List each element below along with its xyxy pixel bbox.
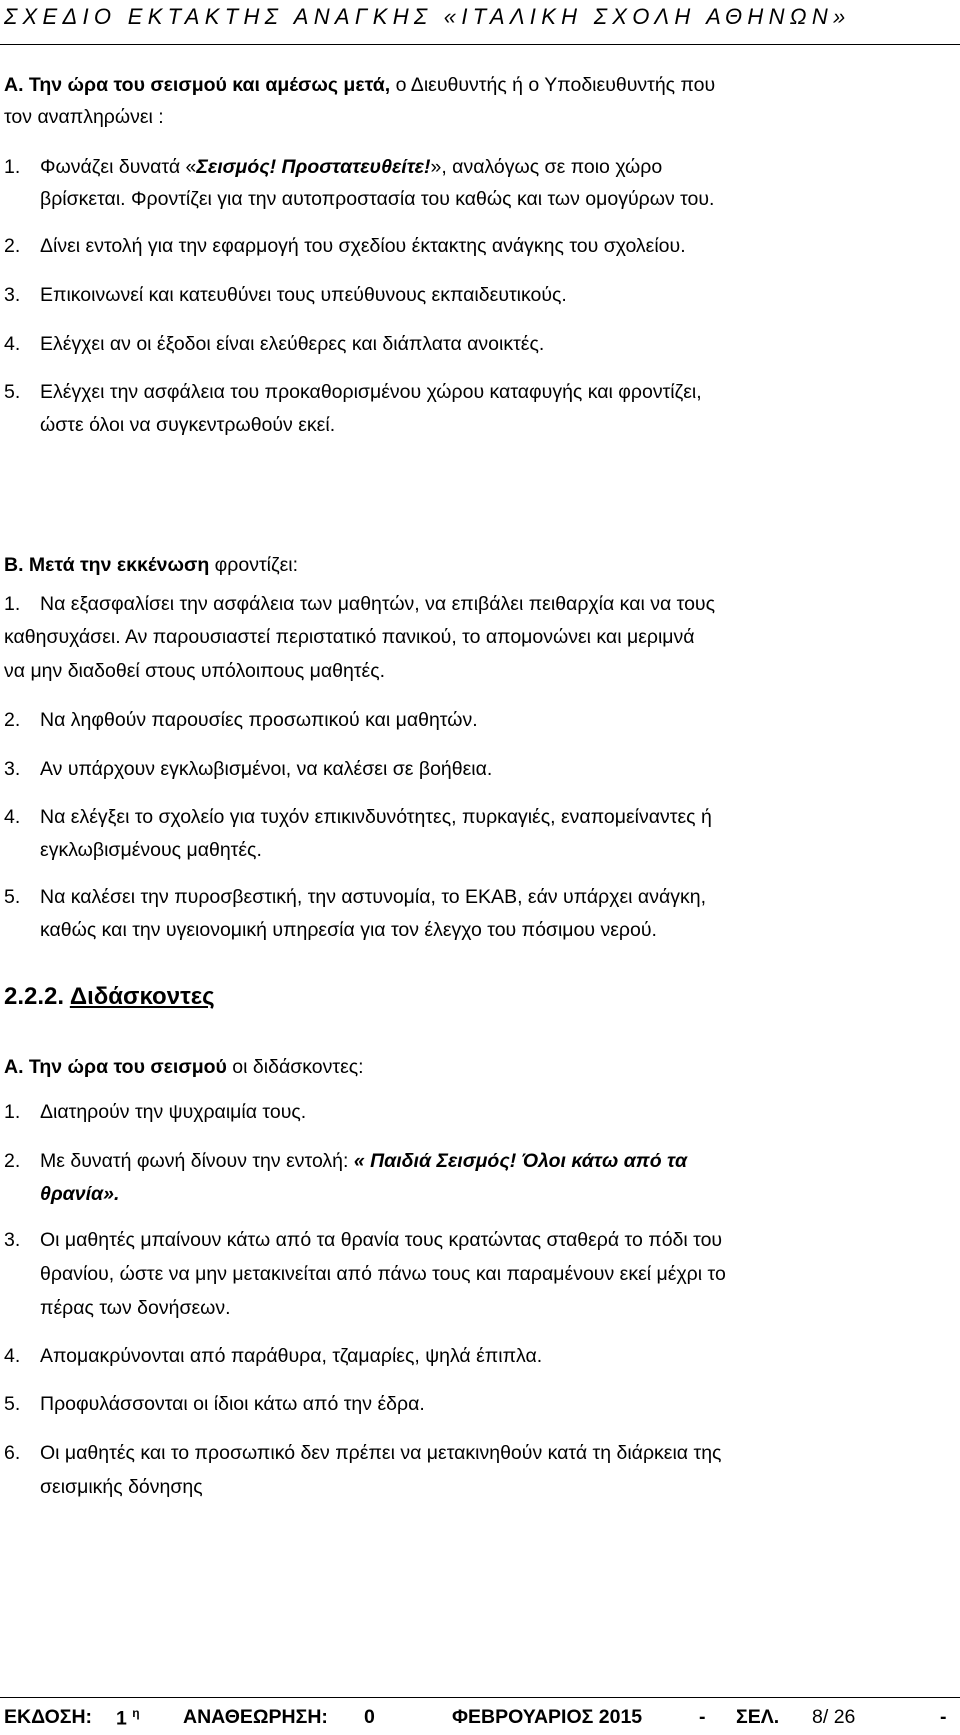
footer-date: ΦΕΒΡΟΥΑΡΙΟΣ 2015 bbox=[452, 1706, 643, 1728]
list-item-number: 3. bbox=[4, 1229, 21, 1251]
footer-revision-value: 0 bbox=[364, 1706, 375, 1728]
list-item-text: Δίνει εντολή για την εφαρμογή του σχεδίου έκτακτης ανάγκης του σχολείου. bbox=[40, 235, 686, 257]
list-item-number: 5. bbox=[4, 886, 21, 908]
list-item-text: Να καλέσει την πυροσβεστική, την αστυνομία, το ΕΚΑΒ, εάν υπάρχει ανάγκη, bbox=[40, 886, 706, 908]
footer-revision: ΑΝΑΘΕΩΡΗΣΗ: bbox=[183, 1706, 328, 1728]
list-item-number: 5. bbox=[4, 381, 21, 403]
document-header-title: ΣΧΕΔΙΟ ΕΚΤΑΚΤΗΣ ΑΝΑΓΚΗΣ «ΙΤΑΛΙΚΗ ΣΧΟΛΗ ΑΘΗΝΩΝ» bbox=[4, 4, 851, 29]
footer-dash-end: - bbox=[940, 1706, 947, 1728]
list-item-text: Απομακρύνονται από παράθυρα, τζαμαρίες, ψηλά έπιπλα. bbox=[40, 1345, 543, 1367]
list-item-text: Με δυνατή φωνή δίνουν την εντολή: « Παιδιά Σεισμός! Όλοι κάτω από τα bbox=[40, 1150, 688, 1172]
list-item-text: Οι μαθητές μπαίνουν κάτω από τα θρανία τους κρατώντας σταθερά το πόδι του bbox=[40, 1229, 723, 1251]
list-item-number: 1. bbox=[4, 593, 21, 615]
footer-edition: ΕΚΔΟΣΗ: bbox=[4, 1706, 93, 1728]
list-item-text: Φωνάζει δυνατά «Σεισμός! Προστατευθείτε!», αναλόγως σε ποιο χώρο bbox=[40, 156, 663, 178]
list-item-text-line2: ώστε όλοι να συγκεντρωθούν εκεί. bbox=[40, 414, 336, 436]
list-item-text-line2: θρανία». bbox=[40, 1183, 120, 1205]
list-item-number: 4. bbox=[4, 806, 21, 828]
list-item-number: 2. bbox=[4, 1150, 21, 1172]
header-rule bbox=[0, 44, 960, 45]
list-item-text-line2: θρανίου, ώστε να μην μετακινείται από πάνω τους και παραμένουν εκεί μέχρι το bbox=[40, 1263, 726, 1285]
footer-page-label: ΣΕΛ. bbox=[736, 1706, 780, 1728]
list-item-number: 2. bbox=[4, 709, 21, 731]
list-item-number: 4. bbox=[4, 333, 21, 355]
list-item-text: Επικοινωνεί και κατευθύνει τους υπεύθυνους εκπαιδευτικούς. bbox=[40, 284, 567, 306]
list-item-text-line2: βρίσκεται. Φροντίζει για την αυτοπροστασία του καθώς και των ομογύρων του. bbox=[40, 188, 715, 210]
list-item-text: Να ληφθούν παρουσίες προσωπικού και μαθητών. bbox=[40, 709, 478, 731]
list-item-text: Ελέγχει την ασφάλεια του προκαθορισμένου χώρου καταφυγής και φροντίζει, bbox=[40, 381, 702, 403]
list-item-number: 3. bbox=[4, 284, 21, 306]
list-item-number: 6. bbox=[4, 1442, 21, 1464]
list-item-text: Να ελέγξει το σχολείο για τυχόν επικινδυνότητες, πυρκαγιές, εναπομείναντες ή bbox=[40, 806, 712, 828]
list-item-text-line2: σεισμικής δόνησης bbox=[40, 1476, 203, 1498]
section-a-heading: Α. Την ώρα του σεισμού και αμέσως μετά, ο Διευθυντής ή ο Υποδιευθυντής που bbox=[4, 74, 716, 96]
section-heading: 2.2.2. Διδάσκοντες bbox=[4, 983, 215, 1010]
list-item-text: Διατηρούν την ψυχραιμία τους. bbox=[40, 1101, 307, 1123]
list-item-number: 4. bbox=[4, 1345, 21, 1367]
list-item-text-line2: καθώς και την υγειονομική υπηρεσία για τον έλεγχο του πόσιμου νερού. bbox=[40, 919, 657, 941]
list-item-text: Αν υπάρχουν εγκλωβισμένοι, να καλέσει σε βοήθεια. bbox=[40, 758, 493, 780]
list-item-text: Προφυλάσσονται οι ίδιοι κάτω από την έδρα. bbox=[40, 1393, 425, 1415]
list-item-text-line3: να μην διαδοθεί στους υπόλοιπους μαθητές. bbox=[4, 660, 386, 682]
teachers-heading: Α. Την ώρα του σεισμού οι διδάσκοντες: bbox=[4, 1056, 364, 1078]
list-item-number: 3. bbox=[4, 758, 21, 780]
list-item-number: 2. bbox=[4, 235, 21, 257]
list-item-text: Να εξασφαλίσει την ασφάλεια των μαθητών, να επιβάλει πειθαρχία και να τους bbox=[40, 593, 715, 615]
footer-rule bbox=[0, 1697, 960, 1698]
section-b-heading: Β. Μετά την εκκένωση φροντίζει: bbox=[4, 554, 299, 576]
list-item-number: 1. bbox=[4, 156, 21, 178]
list-item-text: Οι μαθητές και το προσωπικό δεν πρέπει να μετακινηθούν κατά τη διάρκεια της bbox=[40, 1442, 722, 1464]
list-item-number: 1. bbox=[4, 1101, 21, 1123]
list-item-text: Ελέγχει αν οι έξοδοι είναι ελεύθερες και διάπλατα ανοικτές. bbox=[40, 333, 545, 355]
footer-dash: - bbox=[699, 1706, 706, 1728]
footer-edition-value: 1 $^\eta$ bbox=[116, 1706, 140, 1730]
list-item-text-line2: καθησυχάσει. Αν παρουσιαστεί περιστατικό πανικού, το απομονώνει και μεριμνά bbox=[4, 626, 695, 648]
footer-page-number: 8/ 26 bbox=[812, 1706, 856, 1728]
list-item-number: 5. bbox=[4, 1393, 21, 1415]
section-a-heading-line2: τον αναπληρώνει : bbox=[4, 106, 164, 128]
list-item-text-line2: εγκλωβισμένους μαθητές. bbox=[40, 839, 262, 861]
list-item-text-line3: πέρας των δονήσεων. bbox=[40, 1297, 231, 1319]
